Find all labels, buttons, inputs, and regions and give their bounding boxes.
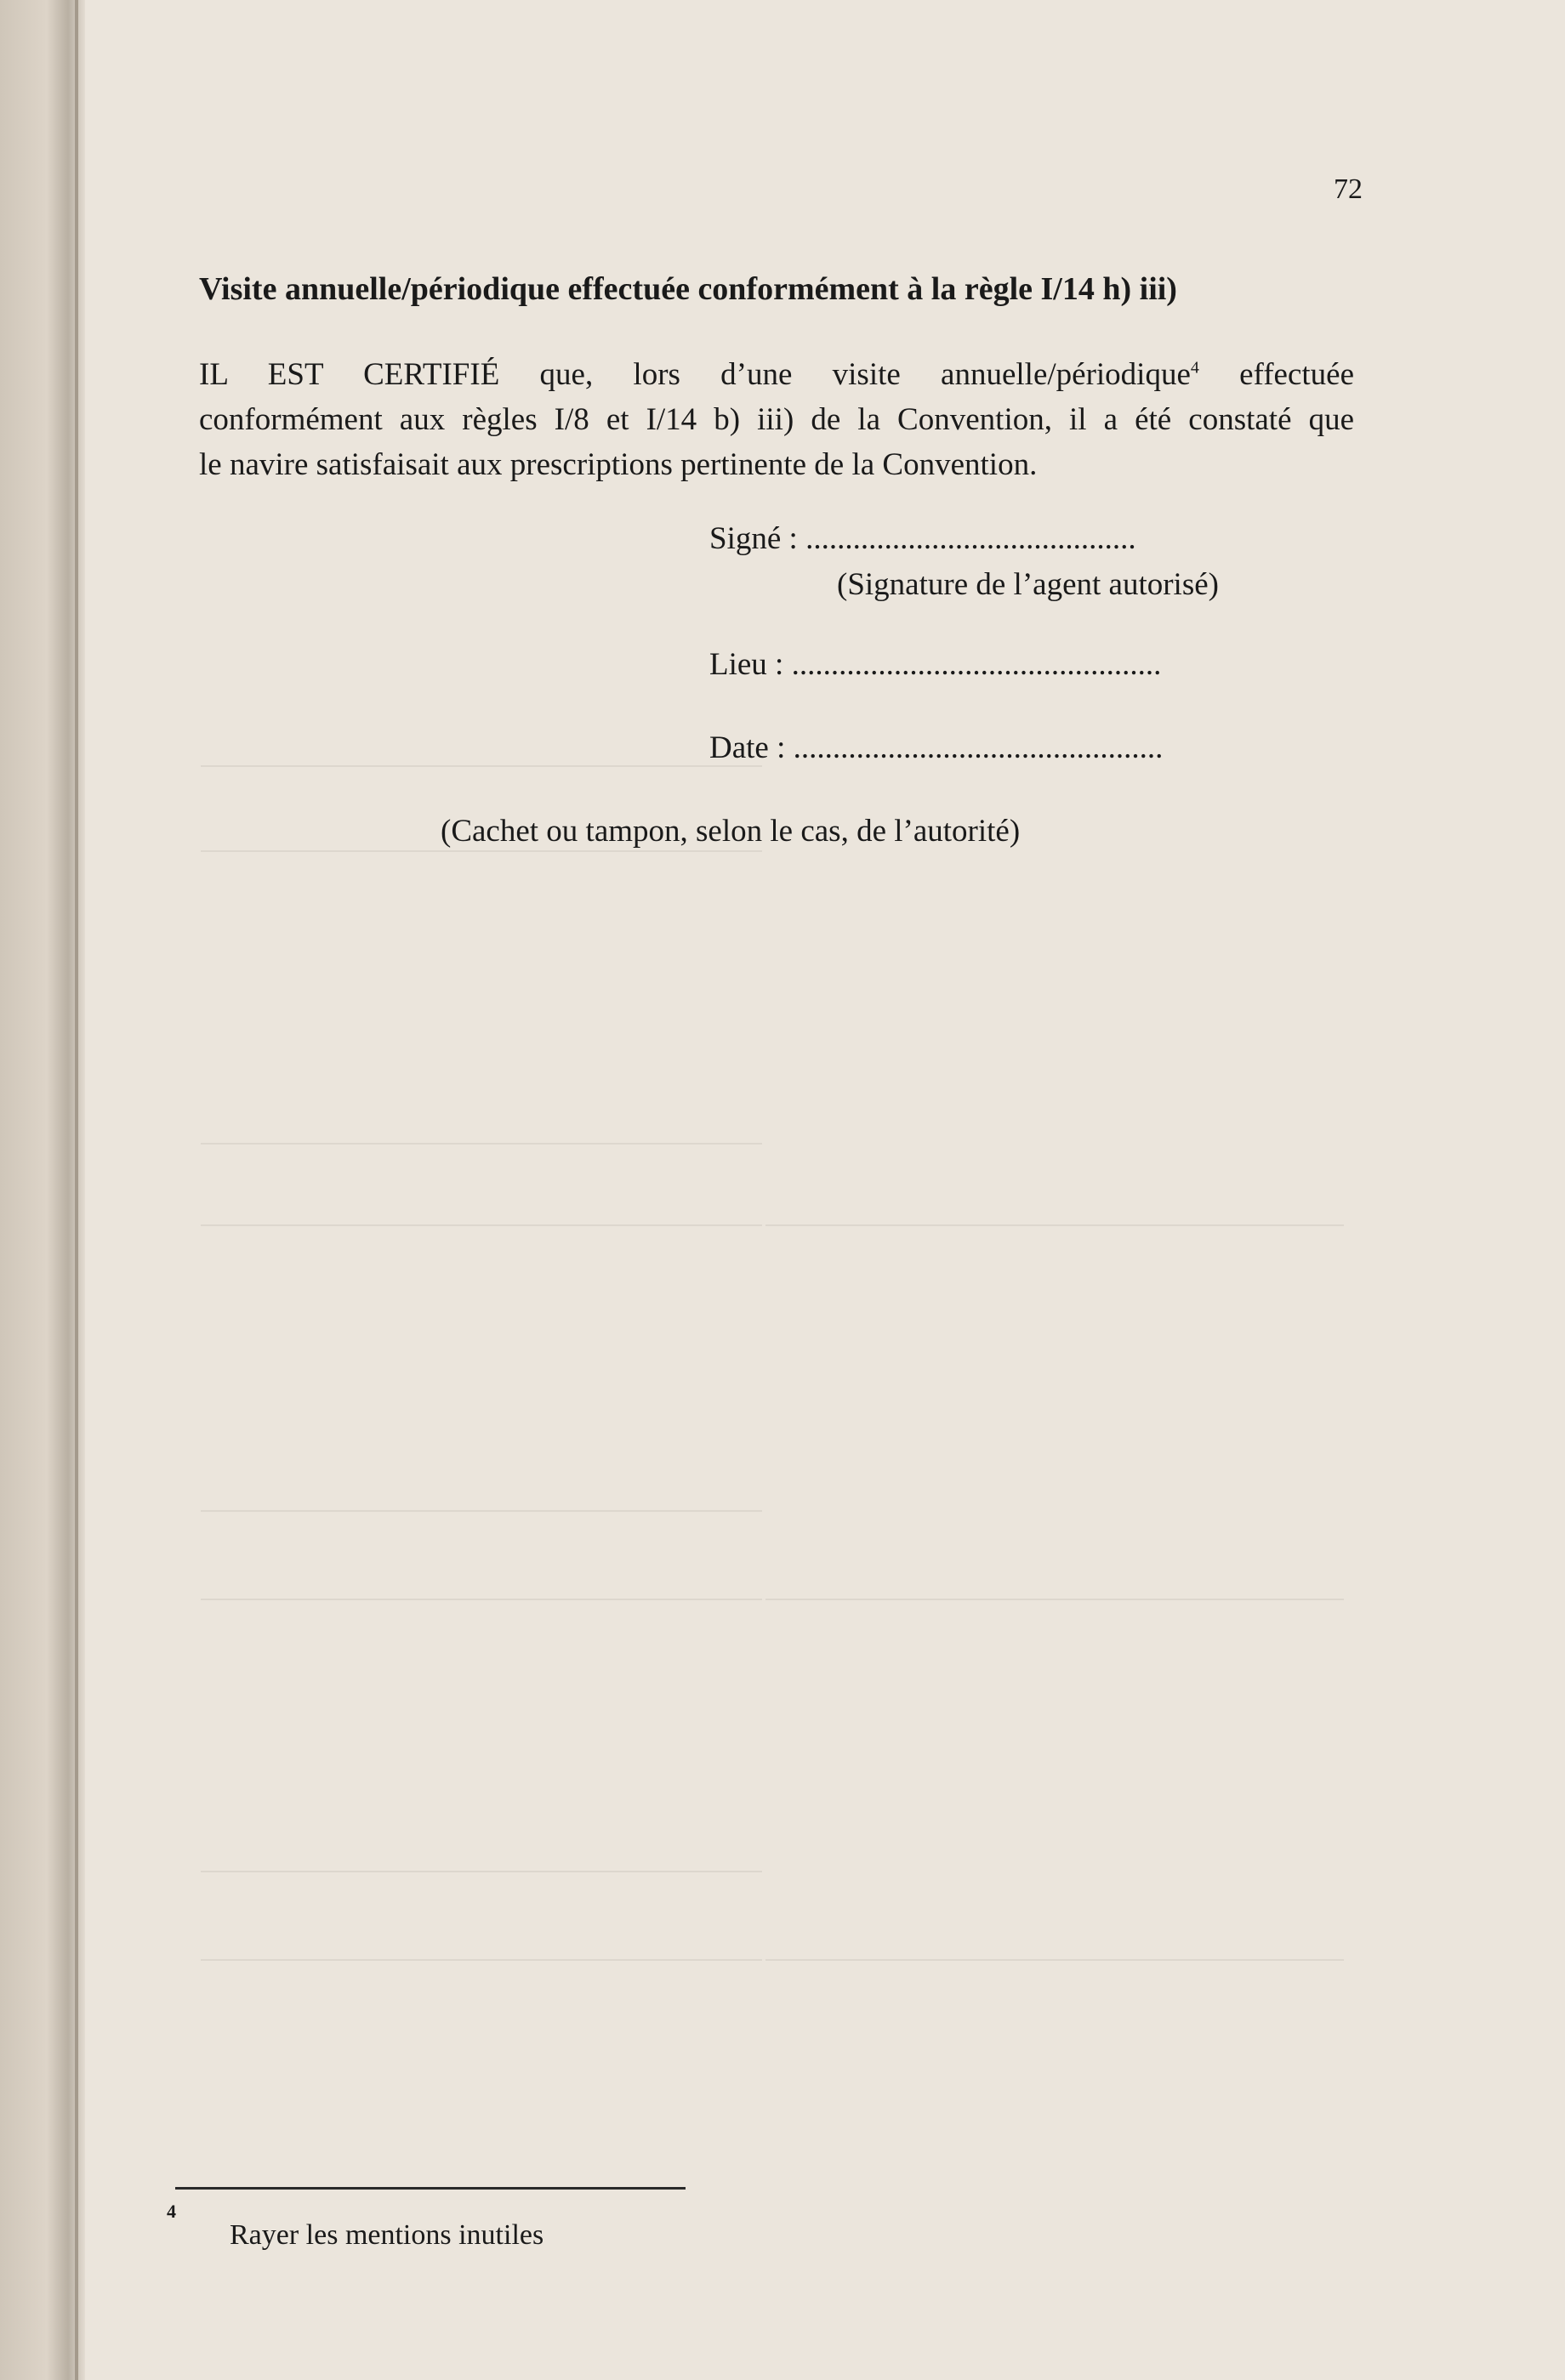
footnote-separator (175, 2187, 686, 2190)
footnote-reference: 4 (1190, 358, 1199, 378)
footnote-mark: 4 (167, 2201, 176, 2222)
signature-field (709, 520, 1311, 557)
page-number: 72 (1334, 173, 1363, 205)
signature-dotted-line: .......................................... (805, 521, 1136, 556)
paragraph-line-1: IL EST CERTIFIÉ que, lors d’une visite annuelle/périodique$^4$ effectuée (199, 357, 1354, 392)
seal-note: (Cachet ou tampon, selon le cas, de l’autorité) (441, 814, 1021, 849)
paragraph-line-3: le navire satisfaisait aux prescriptions pertinente de la Convention. (199, 447, 1038, 482)
book-spine-shadow (0, 0, 85, 2380)
signature-label: Signé : (709, 521, 798, 556)
date-field (709, 730, 1333, 766)
date-dotted-line: ............................................... (793, 730, 1164, 765)
place-label: Lieu : (709, 647, 784, 682)
signature-caption: (Signature de l’agent autorisé) (837, 567, 1219, 602)
paragraph-line-2: conformément aux règles I/8 et I/14 b) iii) de la Convention, il a été constaté que (199, 402, 1354, 437)
place-field (709, 646, 1331, 683)
footnote-text: Rayer les mentions inutiles (230, 2219, 544, 2251)
date-label: Date : (709, 730, 786, 765)
place-dotted-line: ............................................... (791, 647, 1162, 682)
page-gutter-edge (75, 0, 78, 2380)
certification-paragraph (199, 352, 1354, 487)
section-heading: Visite annuelle/périodique effectuée conformément à la règle I/14 h) iii) (199, 271, 1177, 307)
